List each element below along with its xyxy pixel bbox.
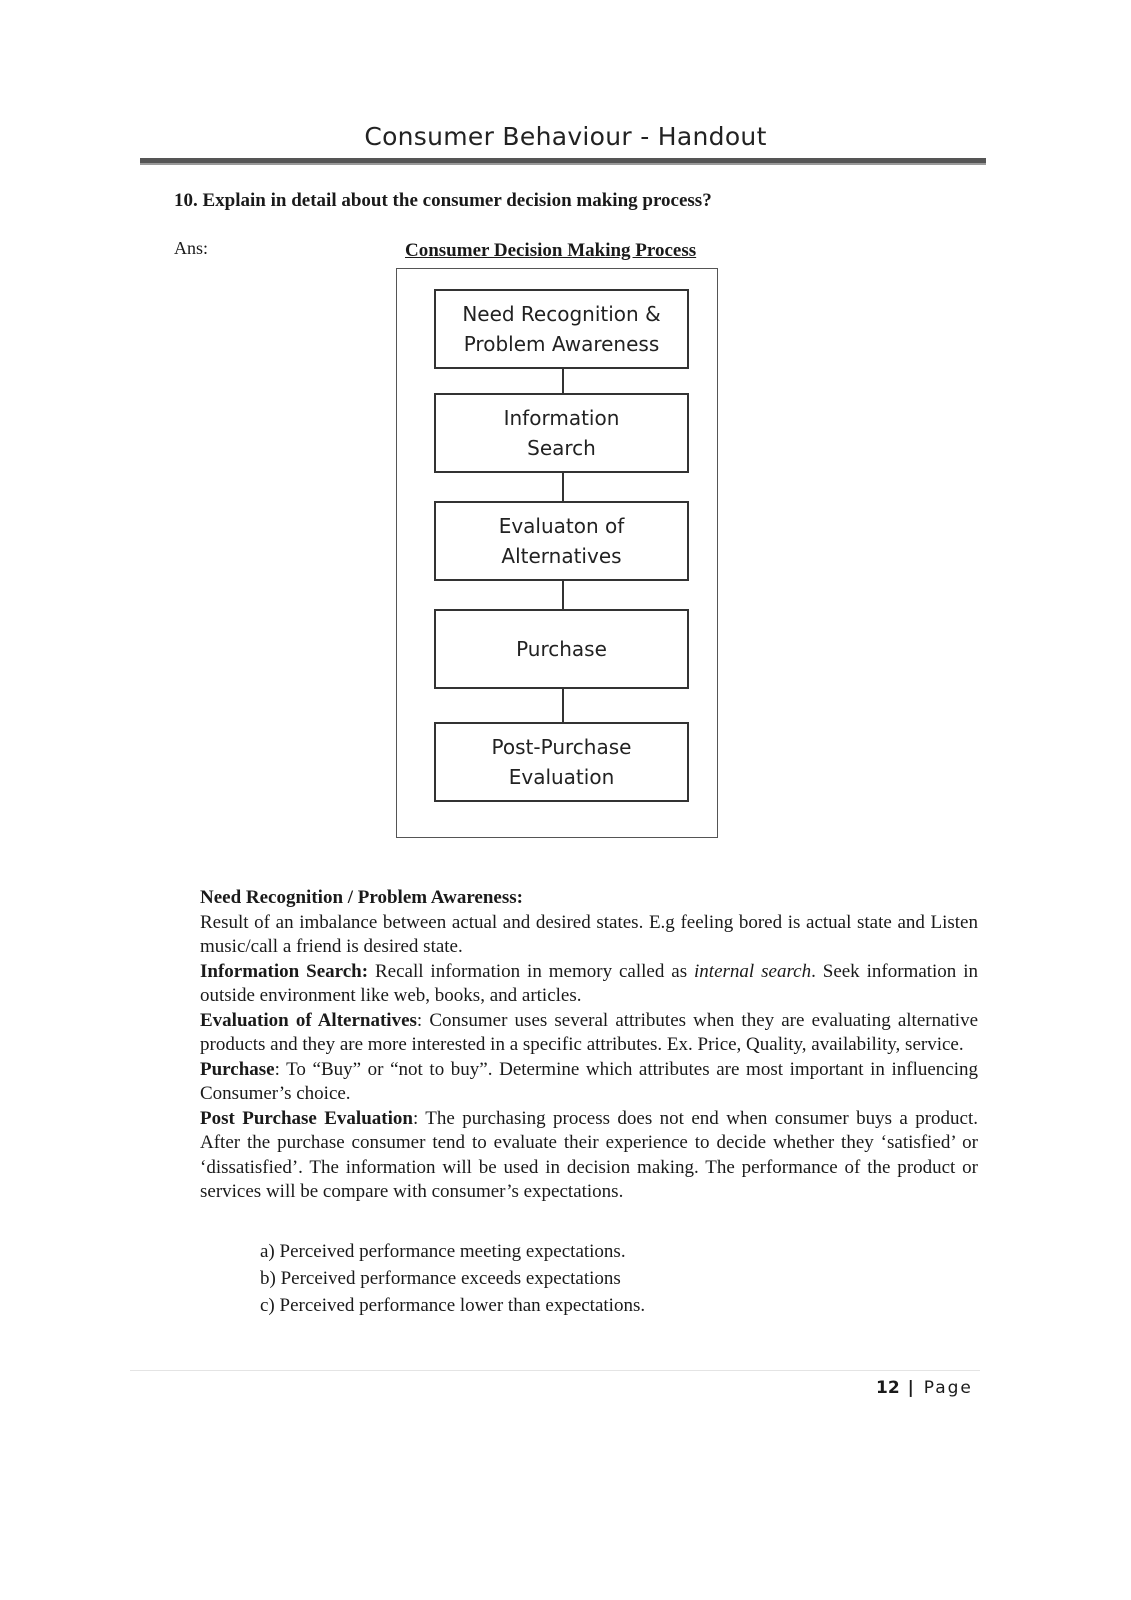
- question-heading: 10. Explain in detail about the consumer decision making process?: [174, 190, 712, 211]
- header-rule: [140, 158, 986, 165]
- connector-arrow: [562, 369, 564, 393]
- step-need-recognition: Need Recognition & Problem Awareness: [434, 289, 689, 369]
- list-item: b) Perceived performance exceeds expectations: [260, 1268, 621, 1289]
- section-label: Purchase: [200, 1058, 275, 1080]
- section-text: : The purchasing process does not end when consumer buys a product. After the purchase consumer tend to evaluate their experience to decide whether they ‘satisfied’ or ‘dissatisfied’. The information will be used in decision making. The performance of the product or services will be compare with consumer’s expectations.: [200, 1107, 979, 1202]
- section-label: Need Recognition / Problem Awareness:: [200, 887, 523, 908]
- section-label: Information Search:: [200, 960, 369, 982]
- outcome-list: [260, 1238, 645, 1319]
- footer-rule: [130, 1370, 980, 1371]
- step-evaluation-of-alternatives: Evaluaton of Alternatives: [434, 501, 689, 581]
- section-purchase: [200, 1058, 978, 1107]
- list-item: a) Perceived performance meeting expectations.: [260, 1241, 626, 1262]
- section-need-recognition: [200, 886, 978, 960]
- connector-arrow: [562, 689, 564, 722]
- section-post-purchase: [200, 1107, 978, 1205]
- step-post-purchase-evaluation: Post-Purchase Evaluation: [434, 722, 689, 802]
- section-label: Evaluation of Alternatives: [200, 1009, 417, 1031]
- section-text: : To “Buy” or “not to buy”. Determine which attributes are most important in influencing Consumer’s choice.: [200, 1058, 978, 1104]
- page-label: Page: [923, 1378, 973, 1398]
- step-information-search: Information Search: [434, 393, 689, 473]
- section-label: Post Purchase Evaluation: [200, 1107, 413, 1129]
- body-text: [200, 886, 978, 1205]
- footer-separator: |: [899, 1378, 924, 1398]
- section-evaluation: [200, 1009, 978, 1058]
- connector-arrow: [562, 473, 564, 501]
- section-text: . Seek information in outside environment like web, books, and articles.: [200, 960, 979, 1006]
- section-text: Result of an imbalance between actual and desired states. E.g feeling bored is actual state and Listen music/call a friend is desired state.: [200, 911, 978, 957]
- decision-process-diagram: [396, 268, 718, 838]
- step-purchase: Purchase: [434, 609, 689, 689]
- section-text: Recall information in memory called as: [368, 960, 695, 982]
- answer-label: Ans:: [174, 238, 209, 258]
- section-information-search: [200, 960, 978, 1009]
- section-text-italic: internal search: [694, 960, 812, 982]
- header-title: Consumer Behaviour - Handout: [364, 122, 767, 151]
- diagram-title: Consumer Decision Making Process: [405, 240, 697, 261]
- connector-arrow: [562, 581, 564, 609]
- page-number: 12: [876, 1378, 900, 1398]
- list-item: c) Perceived performance lower than expectations.: [260, 1295, 646, 1316]
- section-text: : Consumer uses several attributes when they are evaluating alternative products and they are more interested in a specific attributes. Ex. Price, Quality, availability, service.: [200, 1009, 978, 1055]
- page-footer: [876, 1378, 973, 1398]
